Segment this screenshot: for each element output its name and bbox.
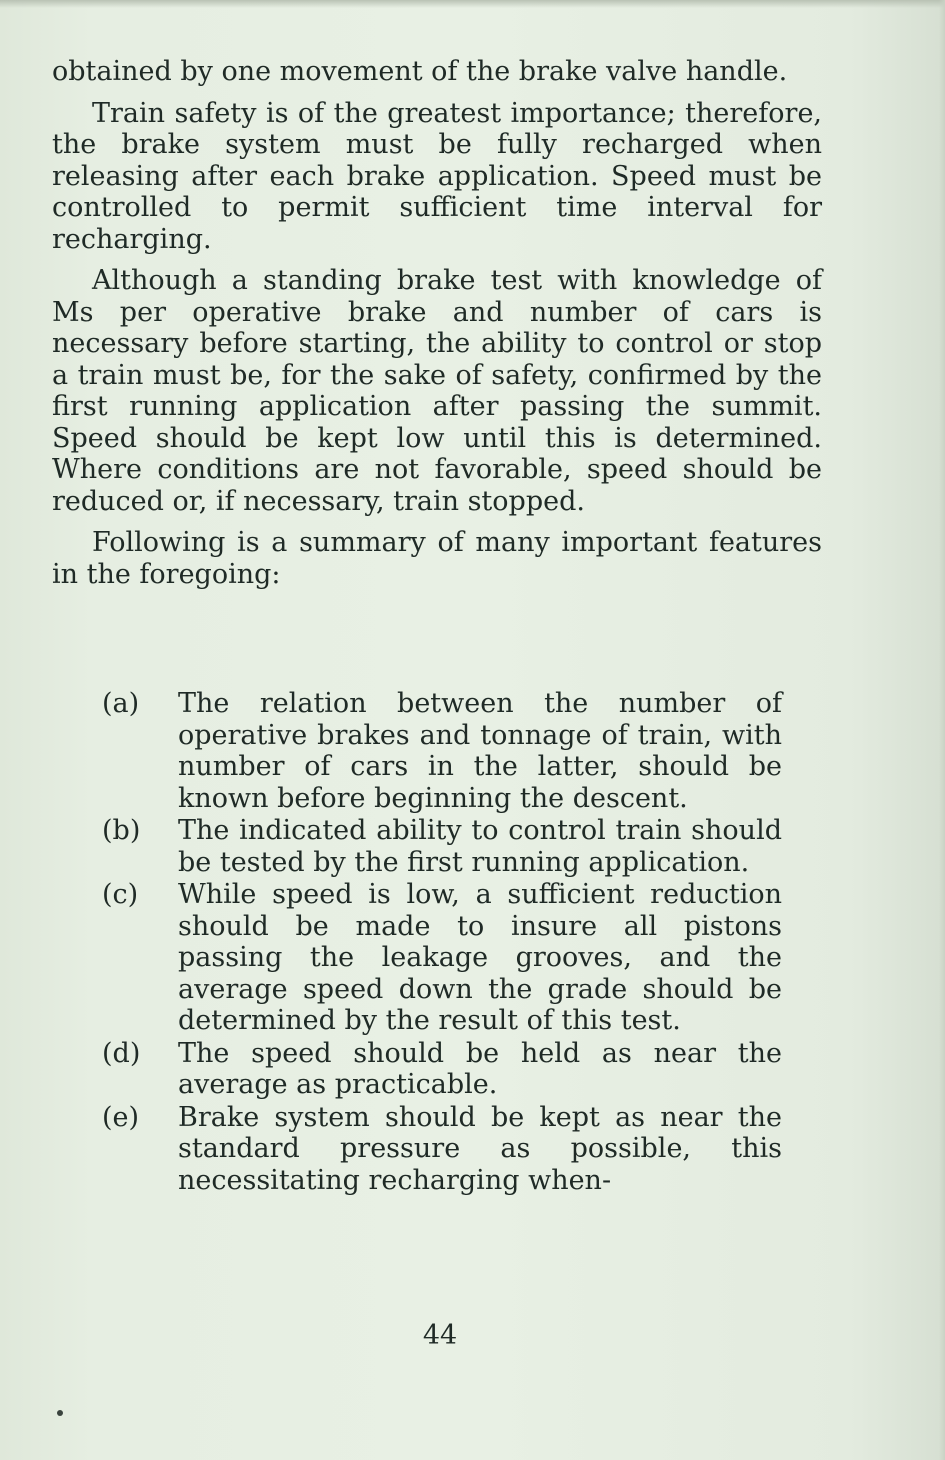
body-text (52, 56, 822, 600)
list-item-letter: (c) (102, 879, 139, 910)
list-item-letter: (e) (102, 1101, 140, 1133)
list-item-text: Brake system should be kept as near the standard pressure as possible, this necessitating recharging when- (178, 1101, 782, 1196)
list-item-letter: (a) (102, 688, 140, 719)
list-item-letter: (b) (102, 815, 141, 846)
page-top-shadow (0, 0, 945, 8)
list-item (102, 815, 782, 878)
list-item (102, 879, 782, 1037)
list-item-text: The speed should be held as near the average as practicable. (178, 1037, 782, 1100)
paragraph-standing-brake-test: Although a standing brake test with knowledge of Ms per operative brake and number of cars is necessary before starting, the ability to control or stop a train must be, for the sake of safety, confirmed by the first running application after passing the summit. Speed should be kept low until this is determined. Where conditions are not favorable, speed should be reduced or, if necessary, train stopped. (52, 265, 822, 517)
list-item (102, 1038, 782, 1101)
summary-list (102, 688, 782, 1197)
list-item (102, 1102, 782, 1197)
list-item-text: While speed is low, a sufficient reduction should be made to insure all pistons passing the leakage grooves, and the average speed down the grade should be determined by the result of this test. (178, 879, 782, 1036)
page-number: 44 (422, 1320, 458, 1351)
list-item (102, 688, 782, 814)
ink-speck (57, 1410, 63, 1416)
page-right-edge (939, 0, 945, 1460)
paragraph-summary-intro: Following is a summary of many important features in the foregoing: (52, 527, 822, 590)
paragraph-train-safety: Train safety is of the greatest importance; therefore, the brake system must be fully recharged when releasing after each brake application. Speed must be controlled to permit sufficient time interval for recharging. (52, 97, 822, 255)
paragraph-continuation: obtained by one movement of the brake valve handle. (52, 56, 788, 87)
list-item-text: The relation between the number of operative brakes and tonnage of train, with number of cars in the latter, should be known before beginning the descent. (178, 688, 782, 814)
list-item-text: The indicated ability to control train should be tested by the first running application. (178, 815, 782, 878)
list-item-letter: (d) (102, 1037, 141, 1069)
